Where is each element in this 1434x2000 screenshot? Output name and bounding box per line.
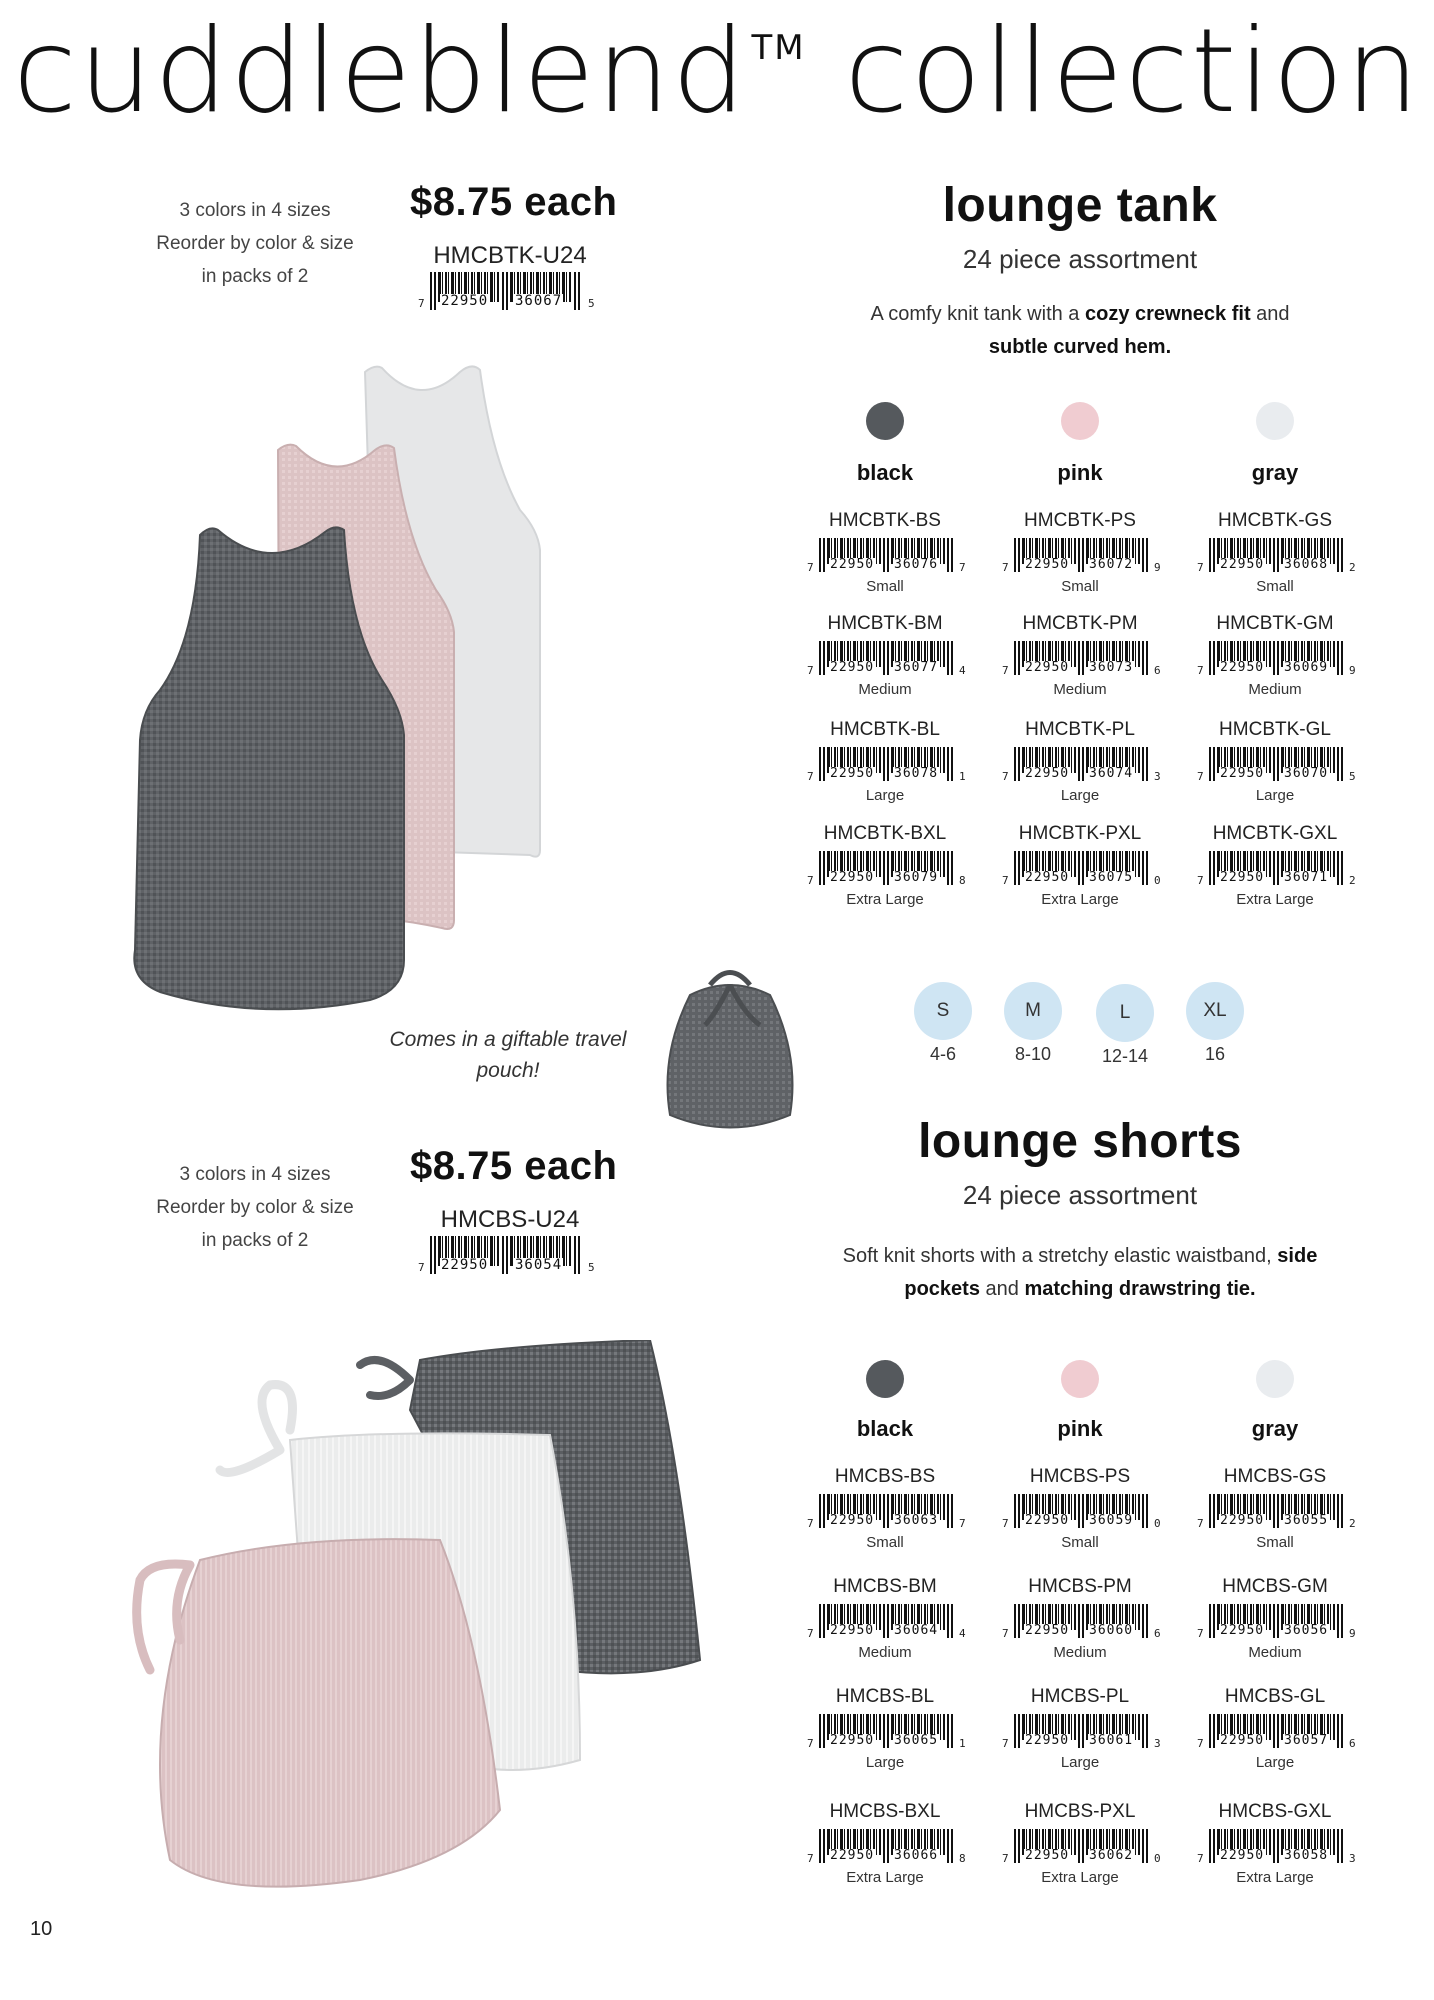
sku-size: Small	[1256, 1534, 1294, 1551]
sku-cell	[1175, 510, 1375, 610]
size-range-m: 8-10	[1014, 1044, 1052, 1064]
sku-cell	[980, 510, 1180, 610]
swatch-pink	[1061, 402, 1099, 440]
sku-cell	[980, 613, 1180, 713]
sku-code: HMCBTK-PL	[1025, 719, 1135, 740]
tank-info-note	[105, 194, 405, 293]
pouch-note: Comes in a giftable travel pouch!	[389, 1028, 627, 1082]
sku-barcode: 7 0 22950 36059	[1002, 1494, 1162, 1534]
sku-barcode: 7 6 22950 36073	[1002, 641, 1162, 681]
sku-cell	[785, 823, 985, 923]
sku-size: Medium	[858, 1644, 912, 1661]
shorts-info-line: in packs of 2	[201, 1230, 309, 1251]
sku-barcode: 7 1 22950 36065	[807, 1714, 967, 1754]
sku-barcode: 7 9 22950 36072	[1002, 538, 1162, 578]
shorts-info-line: 3 colors in 4 sizes	[179, 1164, 331, 1185]
sku-size: Large	[1255, 1754, 1295, 1771]
sku-code: HMCBS-GXL	[1218, 1801, 1332, 1822]
sku-cell	[980, 719, 1180, 819]
sku-barcode: 7 7 22950 36063	[807, 1494, 967, 1534]
tank-assortment-sku: HMCBTK-U24	[433, 242, 587, 269]
swatch-black	[866, 402, 904, 440]
sku-cell	[1175, 1686, 1375, 1786]
sku-size: Large	[865, 787, 905, 804]
sku-barcode: 7 2 22950 36068	[1197, 538, 1357, 578]
tank-assortment-barcode: 7 5 22950 36067	[418, 272, 598, 312]
sku-size: Extra Large	[1041, 1869, 1119, 1886]
sku-size: Extra Large	[846, 1869, 924, 1886]
sku-cell	[785, 1801, 985, 1901]
swatch-black	[866, 1360, 904, 1398]
page-title	[0, 4, 1434, 139]
travel-pouch-image	[650, 955, 810, 1145]
shorts-assortment-label: 24 piece assortment	[962, 1180, 1198, 1210]
sku-code: HMCBTK-BM	[827, 613, 943, 634]
page-title-suffix: collection	[844, 4, 1422, 139]
sku-size: Medium	[1248, 681, 1302, 698]
sku-code: HMCBTK-GL	[1219, 719, 1331, 740]
tank-assortment-label: 24 piece assortment	[962, 244, 1198, 274]
sku-size: Small	[1256, 578, 1294, 595]
sku-cell	[1175, 1466, 1375, 1566]
tank-price: $8.75 each	[410, 180, 618, 224]
sku-cell	[785, 719, 985, 819]
sku-size: Medium	[1053, 681, 1107, 698]
sku-code: HMCBS-GL	[1224, 1686, 1326, 1707]
sku-code: HMCBTK-BL	[830, 719, 940, 740]
sku-barcode: 7 4 22950 36064	[807, 1604, 967, 1644]
size-circle-s: S	[914, 982, 972, 1040]
sku-barcode: 7 8 22950 36079	[807, 851, 967, 891]
sku-size: Large	[1060, 1754, 1100, 1771]
sku-size: Extra Large	[1236, 1869, 1314, 1886]
color-label-gray: gray	[1251, 460, 1299, 485]
color-label-pink: pink	[1057, 460, 1103, 485]
sku-code: HMCBS-PL	[1030, 1686, 1130, 1707]
sku-size: Small	[1061, 1534, 1099, 1551]
sku-cell	[1175, 823, 1375, 923]
sku-size: Large	[1255, 787, 1295, 804]
sku-size: Medium	[1248, 1644, 1302, 1661]
shorts-price: $8.75 each	[410, 1144, 618, 1188]
tank-tops-image	[120, 350, 680, 1030]
tank-description: A comfy knit tank with a cozy crewneck fit and subtle curved hem.	[870, 303, 1290, 358]
color-label-gray: gray	[1251, 1416, 1299, 1441]
sku-size: Extra Large	[1236, 891, 1314, 908]
sku-cell	[1175, 613, 1375, 713]
sku-size: Small	[1061, 578, 1099, 595]
sku-barcode: 7 2 22950 36071	[1197, 851, 1357, 891]
swatch-pink	[1061, 1360, 1099, 1398]
trademark-mark: TM	[751, 28, 806, 68]
page-title-brand: cuddleblend	[12, 4, 748, 139]
sku-cell	[980, 1686, 1180, 1786]
sku-barcode: 7 3 22950 36074	[1002, 747, 1162, 787]
sku-barcode: 7 1 22950 36078	[807, 747, 967, 787]
sku-barcode: 7 3 22950 36058	[1197, 1829, 1357, 1869]
sku-code: HMCBS-BS	[834, 1466, 936, 1487]
size-circle-xl: XL	[1186, 982, 1244, 1040]
sku-cell	[785, 1466, 985, 1566]
sku-code: HMCBS-BL	[835, 1686, 935, 1707]
sku-barcode: 7 9 22950 36056	[1197, 1604, 1357, 1644]
sku-cell	[980, 1466, 1180, 1566]
sku-code: HMCBS-GS	[1223, 1466, 1327, 1487]
sku-barcode: 7 0 22950 36075	[1002, 851, 1162, 891]
sku-code: HMCBS-PS	[1029, 1466, 1131, 1487]
size-circle-l: L	[1096, 984, 1154, 1042]
sku-code: HMCBS-PM	[1028, 1576, 1132, 1597]
sku-cell	[1175, 1801, 1375, 1901]
sku-size: Extra Large	[1041, 891, 1119, 908]
size-circle-m: M	[1004, 982, 1062, 1040]
shorts-description: Soft knit shorts with a stretchy elastic waistband, side pockets and matching drawstring tie.	[842, 1245, 1318, 1300]
sku-barcode: 7 3 22950 36061	[1002, 1714, 1162, 1754]
page-number: 10	[30, 1918, 53, 1940]
sku-code: HMCBS-BXL	[829, 1801, 941, 1822]
sku-cell	[785, 1686, 985, 1786]
sku-cell	[980, 1801, 1180, 1901]
sku-cell	[1175, 1576, 1375, 1676]
tank-product-name: lounge tank	[942, 179, 1218, 232]
sku-size: Extra Large	[846, 891, 924, 908]
sku-size: Large	[865, 1754, 905, 1771]
tank-info-line: Reorder by color & size	[156, 233, 354, 254]
size-range-xl: 16	[1204, 1044, 1226, 1064]
sku-code: HMCBTK-PM	[1022, 613, 1138, 634]
color-label-black: black	[856, 460, 914, 485]
sku-cell	[980, 823, 1180, 923]
sku-code: HMCBTK-PS	[1024, 510, 1136, 531]
shorts-image	[80, 1340, 720, 1900]
sku-code: HMCBS-BM	[833, 1576, 937, 1597]
size-range-s: 4-6	[929, 1044, 956, 1064]
tank-info-line: in packs of 2	[201, 266, 309, 287]
sku-code: HMCBTK-GXL	[1212, 823, 1338, 844]
sku-barcode: 7 7 22950 36076	[807, 538, 967, 578]
swatch-gray	[1256, 1360, 1294, 1398]
sku-code: HMCBS-PXL	[1024, 1801, 1136, 1822]
shorts-info-note	[105, 1158, 405, 1257]
sku-barcode: 7 6 22950 36060	[1002, 1604, 1162, 1644]
sku-barcode: 7 8 22950 36066	[807, 1829, 967, 1869]
sku-code: HMCBTK-BXL	[823, 823, 947, 844]
sku-barcode: 7 2 22950 36055	[1197, 1494, 1357, 1534]
sku-size: Small	[866, 578, 904, 595]
sku-size: Small	[866, 1534, 904, 1551]
sku-cell	[980, 1576, 1180, 1676]
sku-size: Large	[1060, 787, 1100, 804]
sku-barcode: 7 4 22950 36077	[807, 641, 967, 681]
shorts-assortment-sku: HMCBS-U24	[440, 1206, 580, 1233]
color-label-black: black	[856, 1416, 914, 1441]
sku-size: Medium	[1053, 1644, 1107, 1661]
sku-cell	[1175, 719, 1375, 819]
sku-code: HMCBTK-GS	[1218, 510, 1332, 531]
shorts-info-line: Reorder by color & size	[156, 1197, 354, 1218]
sku-barcode: 7 5 22950 36070	[1197, 747, 1357, 787]
sku-code: HMCBTK-BS	[829, 510, 941, 531]
sku-code: HMCBTK-GM	[1216, 613, 1334, 634]
color-label-pink: pink	[1057, 1416, 1103, 1441]
sku-barcode: 7 9 22950 36069	[1197, 641, 1357, 681]
swatch-gray	[1256, 402, 1294, 440]
sku-code: HMCBS-GM	[1222, 1576, 1328, 1597]
size-range-l: 12-14	[1101, 1046, 1149, 1066]
sku-cell	[785, 510, 985, 610]
sku-barcode: 7 0 22950 36062	[1002, 1829, 1162, 1869]
sku-cell	[785, 613, 985, 713]
sku-barcode: 7 6 22950 36057	[1197, 1714, 1357, 1754]
shorts-product-name: lounge shorts	[918, 1115, 1242, 1168]
tank-info-line: 3 colors in 4 sizes	[179, 200, 331, 221]
sku-cell	[785, 1576, 985, 1676]
sku-code: HMCBTK-PXL	[1018, 823, 1142, 844]
shorts-assortment-barcode: 7 5 22950 36054	[418, 1236, 598, 1276]
sku-size: Medium	[858, 681, 912, 698]
